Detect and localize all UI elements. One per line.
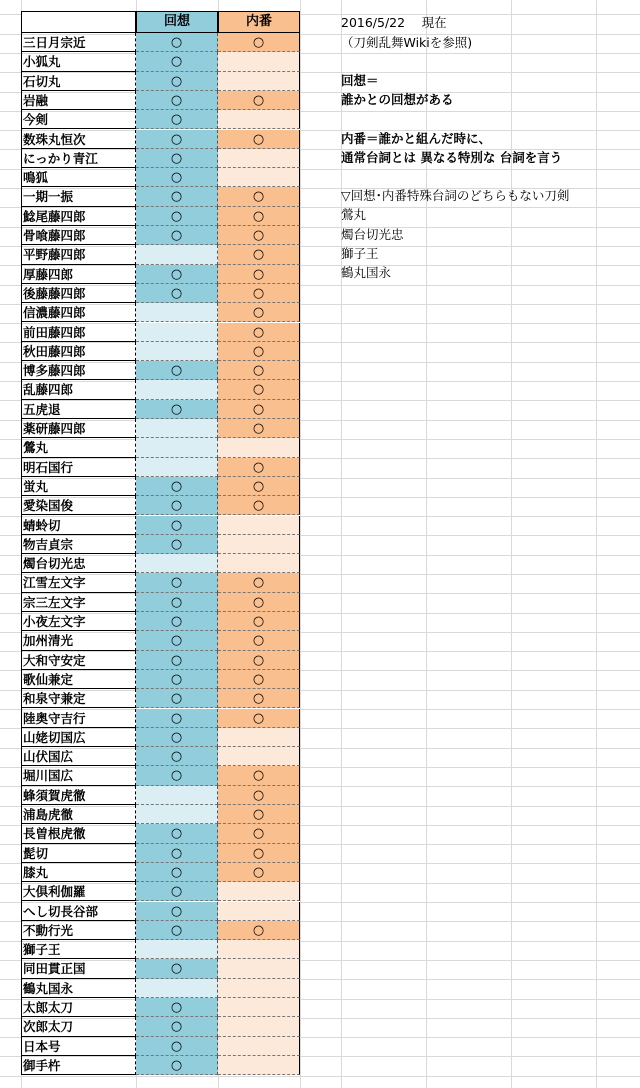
circle-mark: ○	[252, 228, 265, 243]
circle-mark: ○	[170, 228, 183, 243]
circle-mark: ○	[170, 614, 183, 629]
sword-name-cell[interactable]: 骨喰藤四郎	[21, 226, 136, 245]
circle-mark: ○	[252, 92, 265, 108]
kaisou-cell[interactable]	[136, 824, 218, 843]
kaisou-cell[interactable]	[136, 33, 218, 52]
naiban-cell[interactable]	[218, 1056, 300, 1075]
naiban-cell[interactable]	[218, 33, 300, 52]
circle-mark: ○	[170, 1019, 183, 1035]
naiban-cell[interactable]	[218, 458, 300, 477]
sword-name-cell[interactable]: 燭台切光忠	[21, 554, 136, 573]
header-kaisou[interactable]: 回想	[136, 11, 218, 33]
sword-name-cell[interactable]: 鶯丸	[21, 438, 136, 457]
kaisou-cell[interactable]	[136, 342, 218, 361]
sword-name-cell[interactable]: 蜂須賀虎徹	[21, 786, 136, 805]
circle-mark: ○	[252, 614, 265, 629]
kaisou-cell[interactable]	[136, 959, 218, 978]
naiban-cell[interactable]	[218, 284, 300, 303]
kaisou-cell[interactable]	[136, 361, 218, 380]
kaisou-cell[interactable]	[136, 130, 218, 149]
naiban-cell[interactable]	[218, 91, 300, 110]
circle-mark: ○	[170, 1057, 183, 1073]
naiban-cell[interactable]	[218, 535, 300, 554]
kaisou-cell[interactable]	[136, 1056, 218, 1075]
note-none-item[interactable]: 鶯丸	[341, 207, 367, 222]
circle-mark: ○	[252, 478, 265, 494]
sword-name-cell[interactable]: 数珠丸恒次	[21, 130, 136, 149]
kaisou-cell[interactable]	[136, 187, 218, 206]
sword-name-cell[interactable]: 和泉守兼定	[21, 689, 136, 708]
naiban-cell[interactable]	[218, 766, 300, 785]
kaisou-cell[interactable]	[136, 284, 218, 303]
circle-mark: ○	[252, 247, 265, 263]
circle-mark: ○	[252, 845, 265, 861]
kaisou-cell[interactable]	[136, 303, 218, 322]
kaisou-cell[interactable]	[136, 670, 218, 689]
circle-mark: ○	[252, 189, 265, 205]
kaisou-cell[interactable]	[136, 940, 218, 959]
naiban-cell[interactable]	[218, 1017, 300, 1036]
sword-name-cell[interactable]: 石切丸	[21, 72, 136, 91]
sword-name-cell[interactable]: 鶴丸国永	[21, 979, 136, 998]
naiban-cell[interactable]	[218, 265, 300, 284]
naiban-cell[interactable]	[218, 187, 300, 206]
naiban-cell[interactable]	[218, 998, 300, 1017]
circle-mark: ○	[252, 826, 265, 842]
sword-name-cell[interactable]: にっかり青江	[21, 149, 136, 168]
naiban-cell[interactable]	[218, 689, 300, 708]
circle-mark: ○	[252, 285, 265, 301]
kaisou-cell[interactable]	[136, 1017, 218, 1036]
header-name-column[interactable]	[21, 11, 136, 33]
sword-name-cell[interactable]: 乱藤四郎	[21, 380, 136, 399]
kaisou-cell[interactable]	[136, 709, 218, 728]
circle-mark: ○	[252, 787, 265, 803]
circle-mark: ○	[252, 594, 265, 610]
circle-mark: ○	[170, 594, 183, 610]
note-date[interactable]: 2016/5/22 現在	[341, 15, 447, 30]
sword-name-cell[interactable]: 江雪左文字	[21, 573, 136, 592]
circle-mark: ○	[170, 884, 183, 900]
sword-name-cell[interactable]: 歌仙兼定	[21, 670, 136, 689]
note-none-item[interactable]: 獅子王	[341, 246, 379, 261]
circle-mark: ○	[252, 382, 265, 398]
circle-mark: ○	[252, 864, 265, 880]
circle-mark: ○	[170, 536, 183, 552]
circle-mark: ○	[170, 922, 183, 938]
sword-name-cell[interactable]: 加州清光	[21, 631, 136, 650]
table-border	[21, 33, 22, 1075]
circle-mark: ○	[170, 671, 183, 687]
naiban-cell[interactable]	[218, 844, 300, 863]
circle-mark: ○	[170, 208, 183, 224]
kaisou-cell[interactable]	[136, 593, 218, 612]
sword-name-cell[interactable]: 堀川国広	[21, 766, 136, 785]
circle-mark: ○	[252, 710, 265, 726]
circle-mark: ○	[252, 807, 265, 822]
kaisou-cell[interactable]	[136, 91, 218, 110]
kaisou-cell[interactable]	[136, 998, 218, 1017]
circle-mark: ○	[170, 575, 183, 591]
sword-name-cell[interactable]: 獅子王	[21, 940, 136, 959]
kaisou-cell[interactable]	[136, 226, 218, 245]
sword-name-cell[interactable]: 平野藤四郎	[21, 245, 136, 264]
kaisou-cell[interactable]	[136, 728, 218, 747]
naiban-cell[interactable]	[218, 747, 300, 766]
sword-name-cell[interactable]: 明石国行	[21, 458, 136, 477]
sword-name-cell[interactable]: 同田貫正国	[21, 959, 136, 978]
circle-mark: ○	[252, 768, 265, 784]
kaisou-cell[interactable]	[136, 1037, 218, 1056]
note-source[interactable]: （刀剣乱舞Wikiを参照)	[341, 35, 473, 50]
circle-mark: ○	[170, 826, 183, 842]
naiban-cell[interactable]	[218, 110, 300, 129]
kaisou-cell[interactable]	[136, 110, 218, 129]
naiban-cell[interactable]	[218, 380, 300, 399]
circle-mark: ○	[170, 478, 183, 494]
naiban-cell[interactable]	[218, 959, 300, 978]
kaisou-cell[interactable]	[136, 245, 218, 264]
naiban-cell[interactable]	[218, 593, 300, 612]
circle-mark: ○	[252, 691, 265, 707]
sword-name-cell[interactable]: 長曽根虎徹	[21, 824, 136, 843]
sword-name-cell[interactable]: 日本号	[21, 1037, 136, 1056]
kaisou-cell[interactable]	[136, 516, 218, 535]
circle-mark: ○	[170, 189, 183, 205]
circle-mark: ○	[252, 363, 265, 379]
circle-mark: ○	[170, 54, 183, 70]
sword-name-cell[interactable]: 山伏国広	[21, 747, 136, 766]
sword-name-cell[interactable]: 不動行光	[21, 921, 136, 940]
sword-name-cell[interactable]: 宗三左文字	[21, 593, 136, 612]
circle-mark: ○	[252, 35, 265, 50]
sword-name-cell[interactable]: 次郎太刀	[21, 1017, 136, 1036]
naiban-cell[interactable]	[218, 130, 300, 149]
kaisou-cell[interactable]	[136, 477, 218, 496]
circle-mark: ○	[252, 671, 265, 687]
kaisou-cell[interactable]	[136, 766, 218, 785]
note-naiban-desc-1[interactable]: 内番＝誰かと組んだ時に、	[341, 131, 492, 146]
naiban-cell[interactable]	[218, 709, 300, 728]
kaisou-cell[interactable]	[136, 979, 218, 998]
naiban-cell[interactable]	[218, 516, 300, 535]
sword-name-cell[interactable]: 膝丸	[21, 863, 136, 882]
circle-mark: ○	[170, 864, 183, 880]
kaisou-cell[interactable]	[136, 323, 218, 342]
sword-name-cell[interactable]: 五虎退	[21, 400, 136, 419]
circle-mark: ○	[170, 1000, 183, 1015]
sword-name-cell[interactable]: 御手杵	[21, 1056, 136, 1075]
naiban-cell[interactable]	[218, 323, 300, 342]
sword-name-cell[interactable]: 一期一振	[21, 187, 136, 206]
naiban-cell[interactable]	[218, 342, 300, 361]
kaisou-cell[interactable]	[136, 844, 218, 863]
sword-name-cell[interactable]: 太郎太刀	[21, 998, 136, 1017]
circle-mark: ○	[170, 903, 183, 919]
circle-mark: ○	[170, 131, 183, 147]
sword-name-cell[interactable]: 信濃藤四郎	[21, 303, 136, 322]
naiban-cell[interactable]	[218, 207, 300, 226]
sword-name-cell[interactable]: 愛染国俊	[21, 496, 136, 515]
circle-mark: ○	[170, 92, 183, 108]
sword-name-cell[interactable]: 大倶利伽羅	[21, 882, 136, 901]
sword-name-cell[interactable]: 鳴狐	[21, 168, 136, 187]
sword-name-cell[interactable]: 前田藤四郎	[21, 323, 136, 342]
grid-line	[300, 0, 301, 1088]
kaisou-cell[interactable]	[136, 265, 218, 284]
note-kaisou-desc[interactable]: 誰かとの回想がある	[341, 92, 454, 107]
kaisou-cell[interactable]	[136, 882, 218, 901]
sword-name-cell[interactable]: 髭切	[21, 844, 136, 863]
kaisou-cell[interactable]	[136, 573, 218, 592]
kaisou-cell[interactable]	[136, 612, 218, 631]
circle-mark: ○	[170, 845, 183, 861]
kaisou-cell[interactable]	[136, 902, 218, 921]
kaisou-cell[interactable]	[136, 535, 218, 554]
grid-line	[596, 0, 597, 1088]
naiban-cell[interactable]	[218, 554, 300, 573]
naiban-cell[interactable]	[218, 149, 300, 168]
naiban-cell[interactable]	[218, 631, 300, 650]
naiban-cell[interactable]	[218, 72, 300, 91]
circle-mark: ○	[252, 459, 265, 475]
naiban-cell[interactable]	[218, 226, 300, 245]
circle-mark: ○	[170, 498, 183, 514]
kaisou-cell[interactable]	[136, 805, 218, 824]
naiban-cell[interactable]	[218, 361, 300, 380]
kaisou-cell[interactable]	[136, 419, 218, 438]
sword-name-cell[interactable]: 蜻蛉切	[21, 516, 136, 535]
kaisou-cell[interactable]	[136, 438, 218, 457]
sword-name-cell[interactable]: 後藤藤四郎	[21, 284, 136, 303]
naiban-cell[interactable]	[218, 670, 300, 689]
sword-name-cell[interactable]: 小狐丸	[21, 52, 136, 71]
note-naiban-desc-2[interactable]: 通常台詞とは 異なる特別な 台詞を言う	[341, 150, 563, 165]
naiban-cell[interactable]	[218, 496, 300, 515]
kaisou-cell[interactable]	[136, 458, 218, 477]
circle-mark: ○	[252, 324, 265, 340]
naiban-cell[interactable]	[218, 245, 300, 264]
naiban-cell[interactable]	[218, 824, 300, 843]
kaisou-cell[interactable]	[136, 863, 218, 882]
sword-name-cell[interactable]: へし切長谷部	[21, 902, 136, 921]
circle-mark: ○	[170, 363, 183, 379]
circle-mark: ○	[252, 498, 265, 514]
circle-mark: ○	[252, 401, 265, 417]
circle-mark: ○	[170, 150, 183, 166]
naiban-cell[interactable]	[218, 940, 300, 959]
kaisou-cell[interactable]	[136, 149, 218, 168]
sword-name-cell[interactable]: 秋田藤四郎	[21, 342, 136, 361]
kaisou-cell[interactable]	[136, 554, 218, 573]
circle-mark: ○	[252, 131, 265, 147]
sword-name-cell[interactable]: 博多藤四郎	[21, 361, 136, 380]
circle-mark: ○	[170, 401, 183, 417]
naiban-cell[interactable]	[218, 1037, 300, 1056]
circle-mark: ○	[170, 285, 183, 301]
circle-mark: ○	[170, 112, 183, 128]
circle-mark: ○	[170, 729, 183, 745]
circle-mark: ○	[252, 922, 265, 938]
naiban-cell[interactable]	[218, 902, 300, 921]
grid-line	[0, 1076, 640, 1077]
circle-mark: ○	[252, 305, 265, 321]
note-none-title[interactable]: ▽回想･内番特殊台詞のどちらもない刀剣	[341, 188, 570, 203]
circle-mark: ○	[170, 691, 183, 707]
kaisou-cell[interactable]	[136, 72, 218, 91]
kaisou-cell[interactable]	[136, 786, 218, 805]
naiban-cell[interactable]	[218, 728, 300, 747]
circle-mark: ○	[170, 266, 183, 282]
naiban-cell[interactable]	[218, 438, 300, 457]
kaisou-cell[interactable]	[136, 380, 218, 399]
sword-name-cell[interactable]: 浦島虎徹	[21, 805, 136, 824]
kaisou-cell[interactable]	[136, 689, 218, 708]
naiban-cell[interactable]	[218, 477, 300, 496]
kaisou-cell[interactable]	[136, 651, 218, 670]
naiban-cell[interactable]	[218, 882, 300, 901]
circle-mark: ○	[170, 633, 183, 649]
circle-mark: ○	[252, 266, 265, 282]
circle-mark: ○	[170, 961, 183, 977]
kaisou-cell[interactable]	[136, 52, 218, 71]
header-naiban[interactable]: 内番	[218, 11, 300, 33]
sword-name-cell[interactable]: 物吉貞宗	[21, 535, 136, 554]
sword-name-cell[interactable]: 蛍丸	[21, 477, 136, 496]
naiban-cell[interactable]	[218, 921, 300, 940]
naiban-cell[interactable]	[218, 52, 300, 71]
circle-mark: ○	[170, 652, 183, 668]
circle-mark: ○	[170, 1038, 183, 1054]
sword-name-cell[interactable]: 今剣	[21, 110, 136, 129]
circle-mark: ○	[252, 575, 265, 591]
circle-mark: ○	[170, 517, 183, 533]
kaisou-cell[interactable]	[136, 631, 218, 650]
kaisou-cell[interactable]	[136, 921, 218, 940]
circle-mark: ○	[252, 343, 265, 359]
naiban-cell[interactable]	[218, 612, 300, 631]
sword-name-cell[interactable]: 小夜左文字	[21, 612, 136, 631]
sword-name-cell[interactable]: 三日月宗近	[21, 33, 136, 52]
sword-name-cell[interactable]: 厚藤四郎	[21, 265, 136, 284]
naiban-cell[interactable]	[218, 419, 300, 438]
sword-name-cell[interactable]: 山姥切国広	[21, 728, 136, 747]
note-none-item[interactable]: 燭台切光忠	[341, 227, 404, 242]
note-none-item[interactable]: 鶴丸国永	[341, 265, 392, 280]
kaisou-cell[interactable]	[136, 747, 218, 766]
naiban-cell[interactable]	[218, 786, 300, 805]
circle-mark: ○	[170, 710, 183, 726]
naiban-cell[interactable]	[218, 303, 300, 322]
circle-mark: ○	[170, 73, 183, 89]
naiban-cell[interactable]	[218, 168, 300, 187]
kaisou-cell[interactable]	[136, 168, 218, 187]
circle-mark: ○	[170, 749, 183, 765]
sword-name-cell[interactable]: 大和守安定	[21, 651, 136, 670]
circle-mark: ○	[170, 768, 183, 784]
naiban-cell[interactable]	[218, 979, 300, 998]
sword-name-cell[interactable]: 陸奥守吉行	[21, 709, 136, 728]
kaisou-cell[interactable]	[136, 400, 218, 419]
circle-mark: ○	[252, 652, 265, 668]
kaisou-cell[interactable]	[136, 496, 218, 515]
kaisou-cell[interactable]	[136, 207, 218, 226]
sword-name-cell[interactable]: 鯰尾藤四郎	[21, 207, 136, 226]
naiban-cell[interactable]	[218, 573, 300, 592]
circle-mark: ○	[252, 421, 265, 436]
naiban-cell[interactable]	[218, 805, 300, 824]
circle-mark: ○	[252, 633, 265, 649]
naiban-cell[interactable]	[218, 651, 300, 670]
circle-mark: ○	[252, 208, 265, 224]
naiban-cell[interactable]	[218, 863, 300, 882]
naiban-cell[interactable]	[218, 400, 300, 419]
sword-name-cell[interactable]: 岩融	[21, 91, 136, 110]
note-kaisou-title[interactable]: 回想＝	[341, 73, 379, 88]
sword-name-cell[interactable]: 薬研藤四郎	[21, 419, 136, 438]
circle-mark: ○	[170, 170, 183, 186]
circle-mark: ○	[170, 35, 183, 50]
